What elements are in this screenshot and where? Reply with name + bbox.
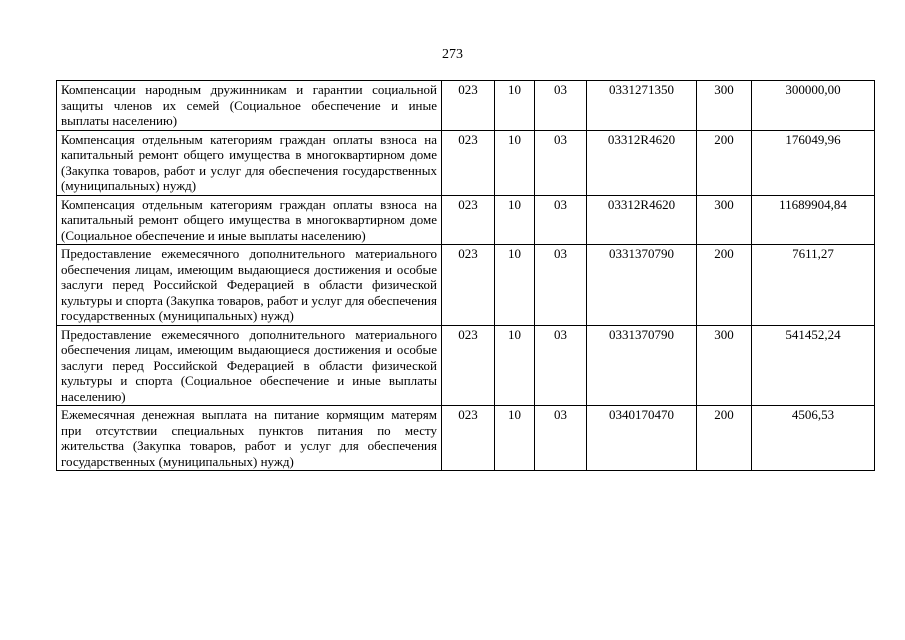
- row-description: Предоставление ежемесячного дополнительного материального обеспечения лицам, имеющим выдающиеся достижения и особые заслуги перед Российской Федерацией в области физической культуры и спорта (Закупка товаров, работ и услуг для обеспечения государственных (муниципальных) нужд): [57, 245, 442, 326]
- row-amount: 541452,24: [752, 325, 875, 406]
- row-amount: 11689904,84: [752, 195, 875, 245]
- row-amount: 300000,00: [752, 81, 875, 131]
- row-expense-type: 300: [697, 81, 752, 131]
- row-ministry-code: 023: [442, 406, 495, 471]
- row-subsection-code: 03: [535, 325, 587, 406]
- row-ministry-code: 023: [442, 195, 495, 245]
- table-row: [57, 245, 875, 326]
- table-row: [57, 406, 875, 471]
- row-subsection-code: 03: [535, 406, 587, 471]
- row-description: Предоставление ежемесячного дополнительного материального обеспечения лицам, имеющим выдающиеся достижения и особые заслуги перед Российской Федерацией в области физической культуры и спорта (Социальное обеспечение и иные выплаты населению): [57, 325, 442, 406]
- row-ministry-code: 023: [442, 130, 495, 195]
- row-description: Ежемесячная денежная выплата на питание кормящим матерям при отсутствии специальных пунктов питания по месту жительства (Закупка товаров, работ и услуг для обеспечения государственных (муниципальных) нужд): [57, 406, 442, 471]
- row-expense-type: 200: [697, 406, 752, 471]
- row-ministry-code: 023: [442, 325, 495, 406]
- row-subsection-code: 03: [535, 195, 587, 245]
- row-expense-type: 200: [697, 130, 752, 195]
- row-subsection-code: 03: [535, 130, 587, 195]
- row-description: Компенсация отдельным категориям граждан оплаты взноса на капитальный ремонт общего имущества в многоквартирном доме (Социальное обеспечение и иные выплаты населению): [57, 195, 442, 245]
- row-expense-type: 300: [697, 195, 752, 245]
- row-expense-type: 300: [697, 325, 752, 406]
- row-amount: 7611,27: [752, 245, 875, 326]
- table-body: [57, 81, 875, 471]
- row-ministry-code: 023: [442, 81, 495, 131]
- row-subsection-code: 03: [535, 245, 587, 326]
- row-target-article: 03312R4620: [587, 195, 697, 245]
- row-section-code: 10: [495, 325, 535, 406]
- row-section-code: 10: [495, 406, 535, 471]
- budget-table: [56, 80, 875, 471]
- row-section-code: 10: [495, 130, 535, 195]
- page-number: 273: [442, 47, 463, 62]
- table-row: [57, 130, 875, 195]
- row-target-article: 0340170470: [587, 406, 697, 471]
- row-expense-type: 200: [697, 245, 752, 326]
- row-description: Компенсации народным дружинникам и гарантии социальной защиты членов их семей (Социальное обеспечение и иные выплаты населению): [57, 81, 442, 131]
- row-subsection-code: 03: [535, 81, 587, 131]
- row-target-article: 03312R4620: [587, 130, 697, 195]
- row-section-code: 10: [495, 195, 535, 245]
- table-row: [57, 81, 875, 131]
- row-amount: 4506,53: [752, 406, 875, 471]
- row-amount: 176049,96: [752, 130, 875, 195]
- row-section-code: 10: [495, 81, 535, 131]
- table-row: [57, 195, 875, 245]
- row-ministry-code: 023: [442, 245, 495, 326]
- row-target-article: 0331271350: [587, 81, 697, 131]
- row-target-article: 0331370790: [587, 245, 697, 326]
- row-section-code: 10: [495, 245, 535, 326]
- row-target-article: 0331370790: [587, 325, 697, 406]
- row-description: Компенсация отдельным категориям граждан оплаты взноса на капитальный ремонт общего имущества в многоквартирном доме (Закупка товаров, работ и услуг для обеспечения государственных (муниципальных) нужд): [57, 130, 442, 195]
- table-row: [57, 325, 875, 406]
